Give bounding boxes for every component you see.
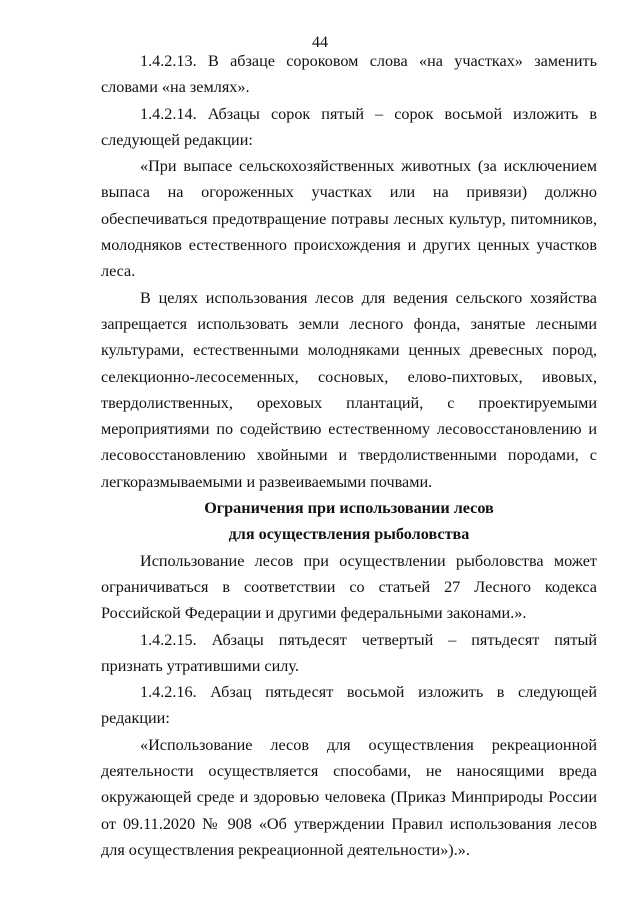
paragraph-fishing: Использование лесов при осуществлении рыболовства может ограничиваться в соответствии со статьей 27 Лесного кодекса Российской Федерации и другими федеральными законами.». bbox=[101, 551, 597, 623]
paragraph-1-4-2-13: 1.4.2.13. В абзаце сороковом слова «на участках» заменить словами «на землях». bbox=[101, 52, 597, 97]
paragraph-agriculture-prohibition: В целях использования лесов для ведения сельского хозяйства запрещается использовать земли лесного фонда, занятые лесными культурами, естественными молодняками ценных древесных пород, селекционно-лесосеменных, сосновых, елово-пихтовых, ивовых, твердолиственных, ореховых плантаций, с проектируемыми мероприятиями по содействию естественному лесовосстановлению и лесовосстановлению хвойными и твердолиственными породами, с легкоразмываемыми и развеиваемыми почвами. bbox=[101, 288, 597, 491]
section-heading-line-2: для осуществления рыболовства bbox=[228, 525, 470, 544]
section-heading-line-1: Ограничения при использовании лесов bbox=[204, 499, 494, 518]
page-number: 44 bbox=[312, 34, 328, 51]
document-body bbox=[101, 48, 597, 863]
paragraph-recreation: «Использование лесов для осуществления рекреационной деятельности осуществляется способами, не наносящими вреда окружающей среде и здоровью человека (Приказ Минприроды России от 09.11.2020 № 908 «Об утверждении Правил использования лесов для осуществления рекреационной деятельности»).». bbox=[101, 735, 597, 859]
paragraph-grazing: «При выпасе сельскохозяйственных животных (за исключением выпаса на огороженных участках или на привязи) должно обеспечиваться предотвращение потравы лесных культур, питомников, молодняков естественного происхождения и других ценных участков леса. bbox=[101, 157, 597, 281]
paragraph-1-4-2-14: 1.4.2.14. Абзацы сорок пятый – сорок восьмой изложить в следующей редакции: bbox=[101, 104, 597, 149]
paragraph-1-4-2-16: 1.4.2.16. Абзац пятьдесят восьмой изложить в следующей редакции: bbox=[101, 683, 597, 728]
paragraph-1-4-2-15: 1.4.2.15. Абзацы пятьдесят четвертый – пятьдесят пятый признать утратившими силу. bbox=[101, 630, 597, 675]
